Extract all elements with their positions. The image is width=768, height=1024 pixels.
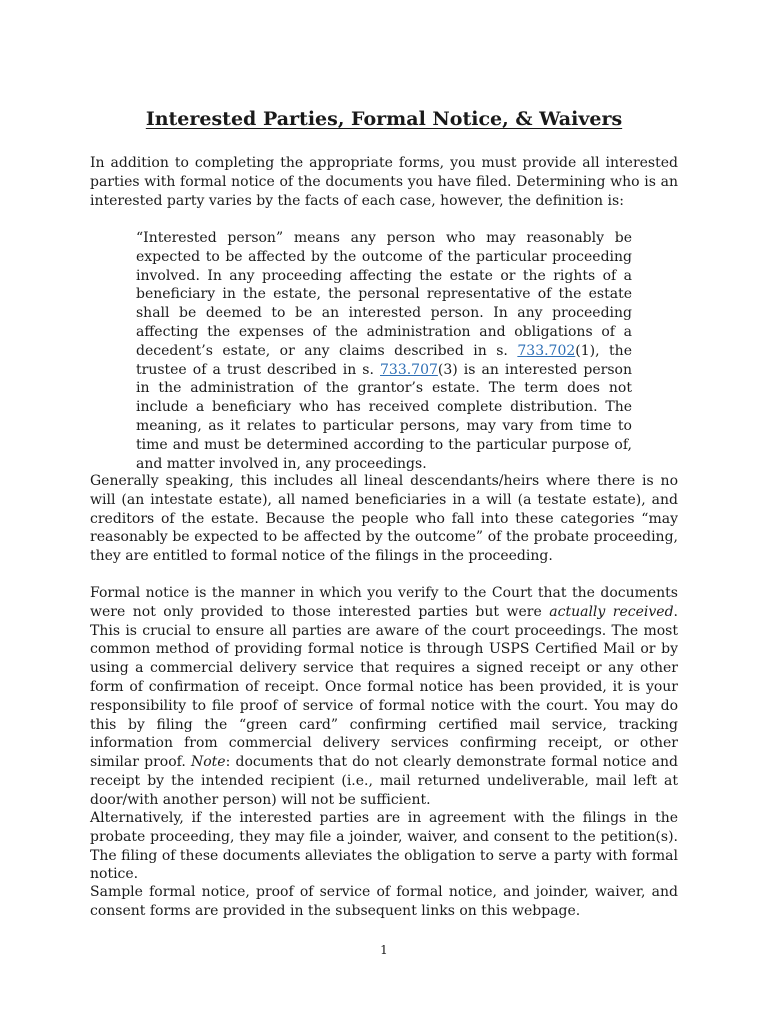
intro-paragraph: In addition to completing the appropriate forms, you must provide all interested parties with formal notice of the documents you have filed. Determining who is an interested party varies by the facts of each case, however, the definition is: (90, 155, 678, 209)
statute-link-733-702[interactable]: 733.702 (517, 342, 576, 359)
note-label: Note (190, 754, 226, 771)
quote-text-part-3: (3) is an interested person in the administration of the grantor’s estate. The term does not include a beneficiary who has received complete distribution. The meaning, as it relates to particular persons, may vary from time to time and must be determined according to the particular purpose of, and matter involved in, any proceedings. (136, 361, 632, 472)
waiver-paragraph: Alternatively, if the interested parties are in agreement with the filings in the probate proceeding, they may file a joinder, waiver, and consent to the petition(s). The filing of these documents alleviates the obligation to serve a party with formal notice. (90, 810, 678, 883)
formal-notice-text-3: : documents that do not clearly demonstrate formal notice and receipt by the intended recipient (i.e., mail returned undeliverable, mail left at door/with another person) will not be sufficient. (90, 754, 678, 808)
emphasis-actually-received: actually received (549, 603, 674, 620)
heirs-paragraph: Generally speaking, this includes all lineal descendants/heirs where there is no will (an intestate estate), all named beneficiaries in a will (a testate estate), and creditors of the estate. Because the people who fall into these categories “may reasonably be expected to be affected by the outcome” of the probate proceeding, they are entitled to formal notice of the filings in the proceeding. (90, 473, 678, 565)
formal-notice-paragraph (90, 584, 678, 810)
sample-forms-paragraph: Sample formal notice, proof of service of formal notice, and joinder, waiver, and consent forms are provided in the subsequent links on this webpage. (90, 884, 678, 919)
quote-text-part-2: (1), the trustee of a trust described in s. (136, 342, 632, 378)
statute-link-733-707[interactable]: 733.707 (380, 361, 438, 378)
page-title: Interested Parties, Formal Notice, & Waivers (145, 108, 623, 130)
formal-notice-text-2: . This is crucial to ensure all parties are aware of the court proceedings. The most common method of providing formal notice is through USPS Certified Mail or by using a commercial delivery service that requires a signed receipt or any other form of confirmation of receipt. Once formal notice has been provided, it is your responsibility to file proof of service of formal notice with the court. You may do this by filing the “green card” confirming certified mail service, tracking information from commercial delivery services confirming receipt, or other similar proof. (90, 603, 678, 771)
definition-quote (136, 229, 632, 473)
formal-notice-text-1: Formal notice is the manner in which you verify to the Court that the documents were not only provided to those interested parties but were (90, 585, 678, 620)
quote-text-part-1: “Interested person” means any person who may reasonably be expected to be affected by the outcome of the particular proceeding involved. In any proceeding affecting the estate or the rights of a beneficiary in the estate, the personal representative of the estate shall be deemed to be an interested person. In any proceeding affecting the expenses of the administration and obligations of a decedent’s estate, or any claims described in s. (136, 230, 632, 359)
page-number: 1 (380, 943, 388, 957)
